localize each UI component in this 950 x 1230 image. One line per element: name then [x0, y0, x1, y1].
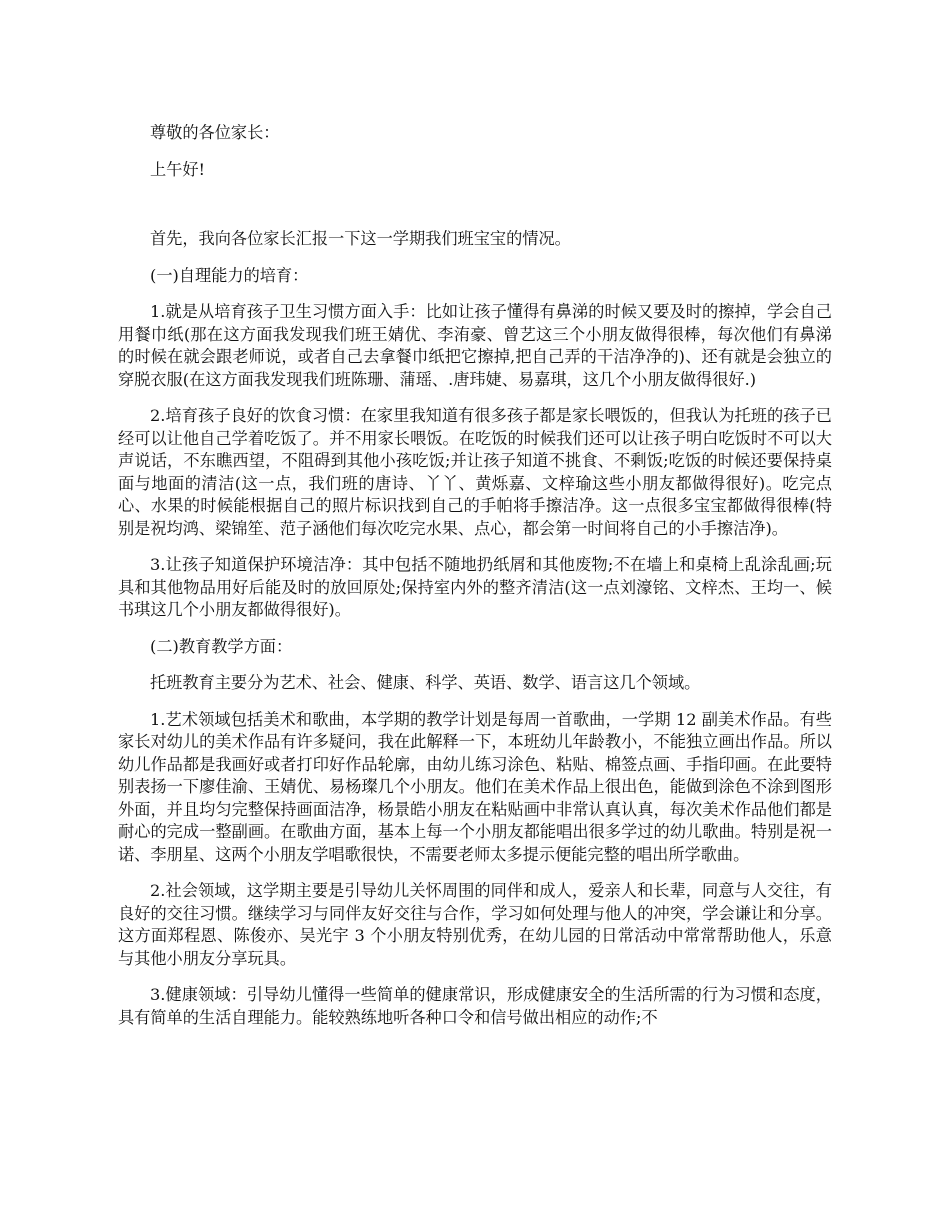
- salutation: 尊敬的各位家长：: [150, 123, 280, 142]
- paragraph-art: 1.艺术领域包括美术和歌曲，本学期的教学计划是每周一首歌曲，一学期 12 副美术作品。有些家长对幼儿的美术作品有许多疑问，我在此解释一下，本班幼儿年龄教小，不能独立画出作品。所以幼儿作品都是我画好或者打印好作品轮廓，由幼儿练习涂色、粘贴、棉签点画、手指印画。在此要特别表扬一下廖佳渝、王婧优、易杨璨几个小朋友。他们在美术作品上很出色，能做到涂色不涂到图形外面，并且均匀完整保持画面洁净，杨景皓小朋友在粘贴画中非常认真认真，每次美术作品他们都是耐心的完成一整副画。在歌曲方面，基本上每一个小朋友都能唱出很多学过的幼儿歌曲。特别是祝一诺、李朋星、这两个小朋友学唱歌很快，不需要老师太多提示便能完整的唱出所学歌曲。: [118, 709, 832, 864]
- document-body: [118, 122, 832, 1043]
- section-heading-self-care: (一)自理能力的培育：: [150, 265, 309, 285]
- paragraph-hygiene: 1.就是从培育孩子卫生习惯方面入手：比如让孩子懂得有鼻涕的时候又要及时的擦掉，学会自己用餐巾纸(那在这方面我发现我们班王婧优、李洧豪、曾艺这三个小朋友做得很棒，每次他们有鼻涕的时候在就会跟老师说，或者自己去拿餐巾纸把它擦掉,把自己弄的干洁净净的)、还有就是会独立的穿脱衣服(在这方面我发现我们班陈珊、蒲瑶、.唐玮婕、易嘉琪，这几个小朋友做得很好.): [118, 302, 832, 389]
- section-heading-teaching: (二)教育教学方面：: [150, 636, 293, 656]
- paragraph-environment: 3.让孩子知道保护环境洁净：其中包括不随地扔纸屑和其他废物;不在墙上和桌椅上乱涂乱画;玩具和其他物品用好后能及时的放回原处;保持室内外的整齐清洁(这一点刘濠铭、文梓杰、王均一、候书琪这几个小朋友都做得很好)。: [118, 555, 832, 619]
- paragraph-social: 2.社会领域，这学期主要是引导幼儿关怀周围的同伴和成人，爱亲人和长辈，同意与人交往，有良好的交往习惯。继续学习与同伴友好交往与合作，学习如何处理与他人的冲突，学会谦让和分享。这方面郑程恩、陈俊亦、吴光宇 3 个小朋友特别优秀，在幼儿园的日常活动中常常帮助他人，乐意与其他小朋友分享玩具。: [118, 881, 832, 968]
- greeting: 上午好!: [150, 159, 206, 179]
- paragraph-health: 3.健康领域：引导幼儿懂得一些简单的健康常识，形成健康安全的生活所需的行为习惯和态度，具有简单的生活自理能力。能较熟练地听各种口令和信号做出相应的动作;不: [118, 985, 832, 1027]
- paragraph-domains: 托班教育主要分为艺术、社会、健康、科学、英语、数学、语言这几个领域。: [150, 673, 701, 692]
- paragraph-eating-habits: 2.培育孩子良好的饮食习惯：在家里我知道有很多孩子都是家长喂饭的，但我认为托班的孩子已经可以让他自己学着吃饭了。并不用家长喂饭。在吃饭的时候我们还可以让孩子明白吃饭时不可以大声说话，不东瞧西望，不阻碍到其他小孩吃饭;并让孩子知道不挑食、不剩饭;吃饭的时候还要保持桌面与地面的清洁(这一点，我们班的唐诗、丫丫、黄烁嘉、文梓瑜这些小朋友都做得很好)。吃完点心、水果的时候能根据自己的照片标识找到自己的手帕将手擦洁净。这一点很多宝宝都做得很棒(特别是祝均鸿、梁锦笙、范子涵他们每次吃完水果、点心，都会第一时间将自己的小手擦洁净)。: [118, 406, 832, 538]
- paragraph-intro: 首先，我向各位家长汇报一下这一学期我们班宝宝的情况。: [150, 229, 571, 248]
